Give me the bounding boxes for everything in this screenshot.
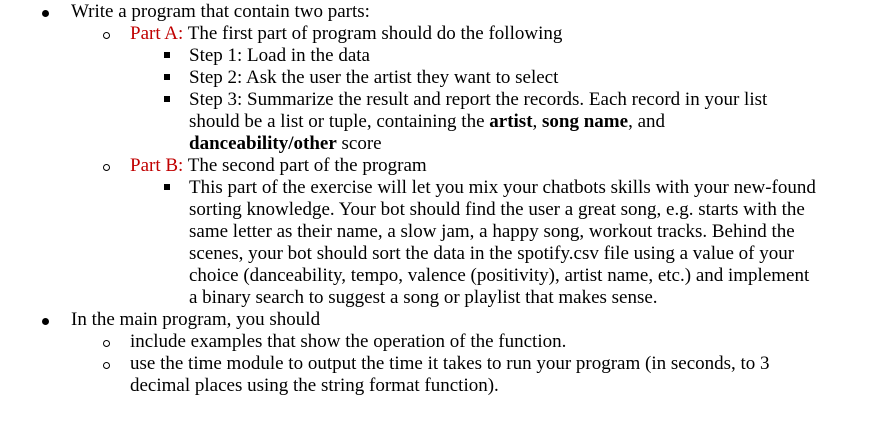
bullet-circle-icon <box>103 362 110 369</box>
bullet-circle-icon <box>103 32 110 39</box>
song-name-bold: song name <box>542 111 629 132</box>
item-part-a <box>130 23 562 45</box>
item-step-2: Step 2: Ask the user the artist they want to select <box>189 67 559 88</box>
item-step-3-line-1: Step 3: Summarize the result and report the records. Each record in your list <box>189 89 768 110</box>
bullet-square-icon <box>164 184 170 190</box>
item-step-1: Step 1: Load in the data <box>189 45 370 66</box>
bullet-square-icon <box>164 74 170 80</box>
item-include-examples: include examples that show the operation of the function. <box>130 331 567 352</box>
bullet-square-icon <box>164 52 170 58</box>
item-step-3-line-2: should be a list or tuple, containing the artist, song name, and <box>189 111 666 132</box>
bullet-disc-icon <box>42 10 49 17</box>
item-time-module-line-1: use the time module to output the time it takes to run your program (in seconds, to 3 <box>130 353 770 374</box>
artist-bold: artist <box>489 111 533 132</box>
part-b-para-line-3: same letter as their name, a slow jam, a happy song, workout tracks. Behind the <box>189 221 795 242</box>
part-b-label: Part B: <box>130 155 184 176</box>
part-b-para-line-4: scenes, your bot should sort the data in the spotify.csv file using a value of your <box>189 243 795 264</box>
part-b-para-line-1: This part of the exercise will let you mix your chatbots skills with your new-found <box>189 177 816 198</box>
item-write-program: Write a program that contain two parts: <box>71 1 370 22</box>
danceability-bold: danceability/other <box>189 133 337 154</box>
part-b-para-line-2: sorting knowledge. Your bot should find the user a great song, e.g. starts with the <box>189 199 805 220</box>
bullet-square-icon <box>164 96 170 102</box>
bullet-circle-icon <box>103 340 110 347</box>
part-b-para-line-6: a binary search to suggest a song or playlist that makes sense. <box>189 287 658 308</box>
item-time-module-line-2: decimal places using the string format function). <box>130 375 499 396</box>
part-b-para-line-5: choice (danceability, tempo, valence (positivity), artist name, etc.) and implement <box>189 265 810 286</box>
item-main-program: In the main program, you should <box>71 309 321 330</box>
item-part-b <box>130 155 427 177</box>
bullet-disc-icon <box>42 318 49 325</box>
part-b-text: The second part of the program <box>183 155 427 176</box>
part-a-label: Part A: <box>130 23 184 44</box>
part-a-text: The first part of program should do the following <box>183 23 563 44</box>
item-step-3-line-3: danceability/other score <box>189 133 382 154</box>
bullet-circle-icon <box>103 164 110 171</box>
